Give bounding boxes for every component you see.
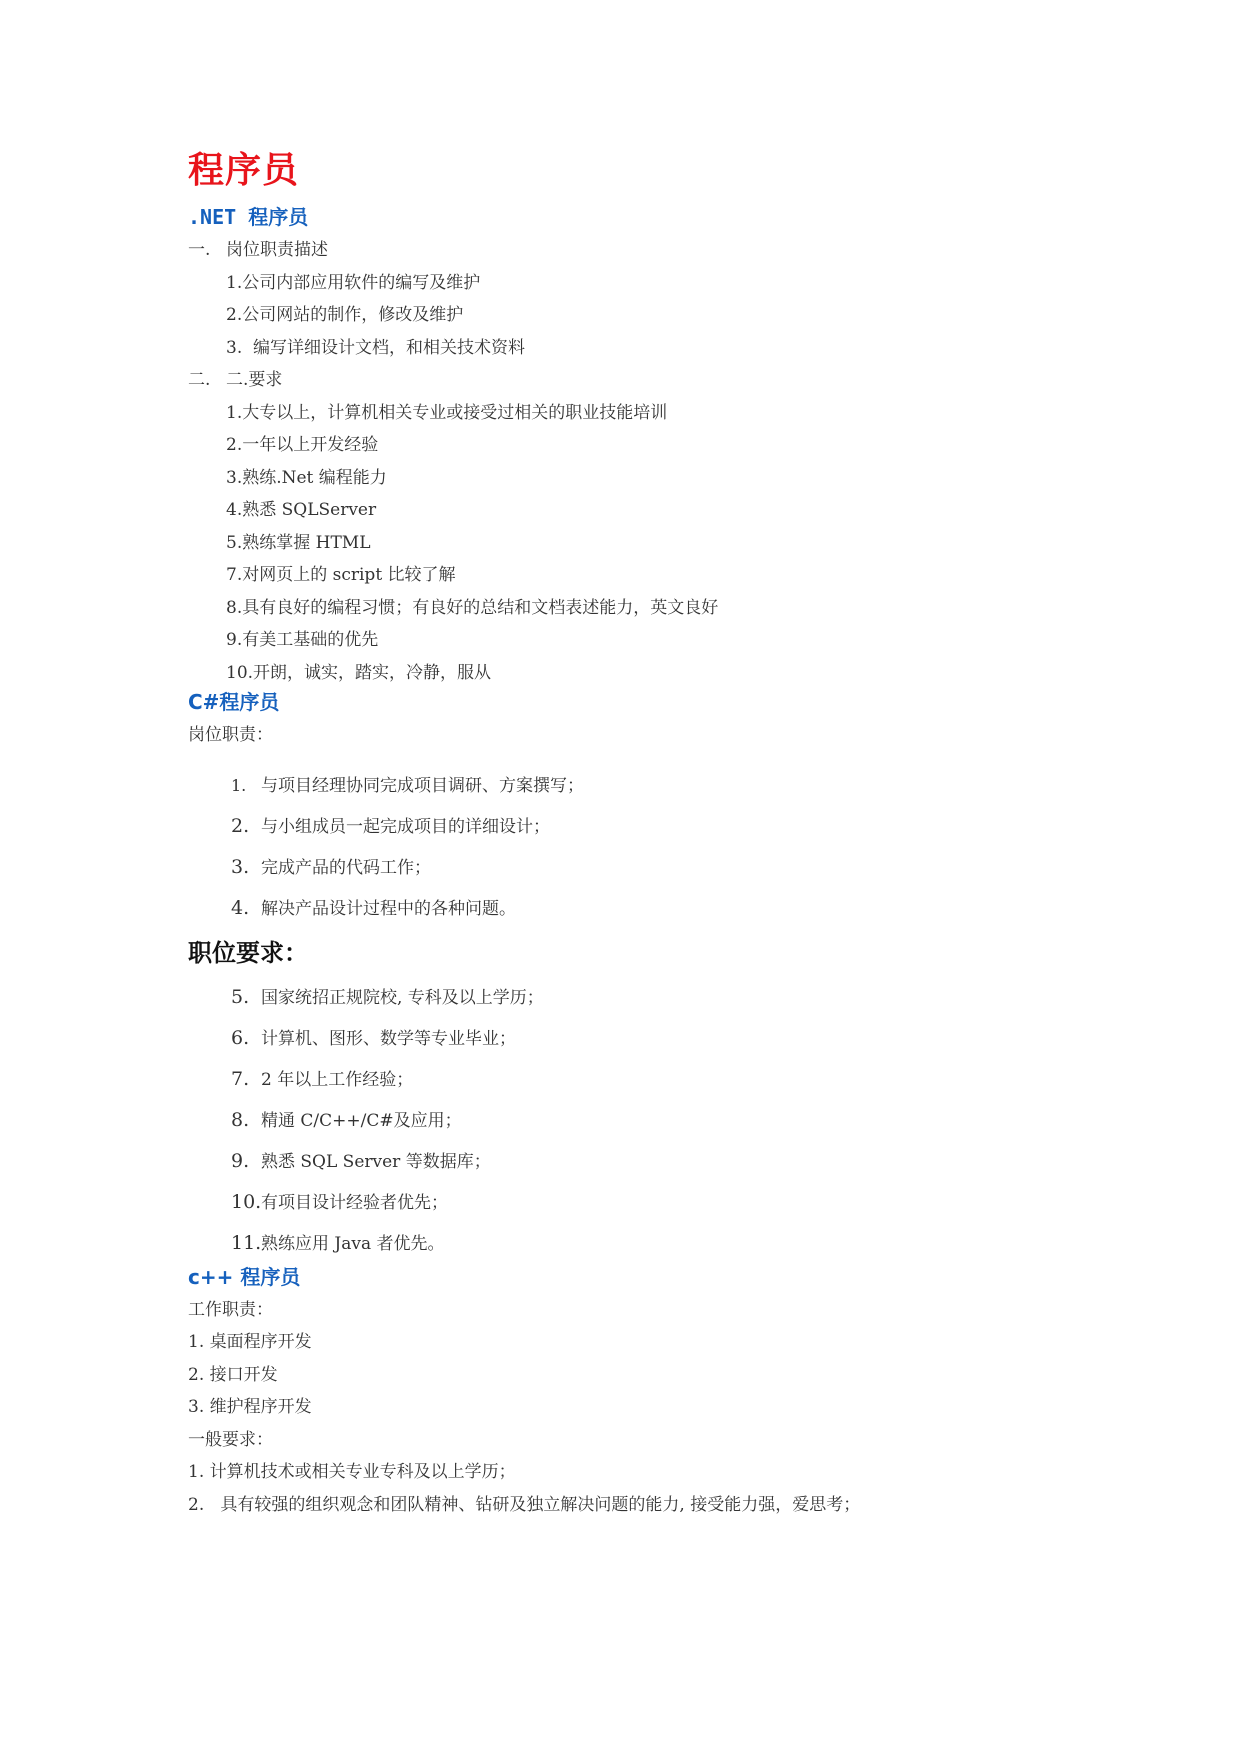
list-item: 8. 精通 C/C++/C#及应用； xyxy=(231,1108,462,1131)
net-section-1-label: 一. 岗位职责描述 xyxy=(188,234,1148,267)
csharp-duties-list xyxy=(188,766,1148,929)
list-item: 2. 具有较强的组织观念和团队精神、钻研及独立解决问题的能力, 接受能力强，爱思考； xyxy=(188,1494,861,1515)
list-item: 1.大专以上，计算机相关专业或接受过相关的职业技能培训 xyxy=(226,402,668,423)
csharp-requirements-heading: 职位要求： xyxy=(188,937,308,967)
list-item: 9.有美工基础的优先 xyxy=(226,630,379,650)
net-section-1-marker: 一. xyxy=(188,240,211,260)
list-item: 7.对网页上的 script 比较了解 xyxy=(226,565,456,585)
list-item: 3. 完成产品的代码工作； xyxy=(231,855,431,878)
net-section-2-label: 二. 二.要求 xyxy=(188,364,1148,397)
list-item: 5.熟练掌握 HTML xyxy=(226,532,371,553)
list-item: 2.公司网站的制作，修改及维护 xyxy=(226,305,464,325)
list-item: 1. 桌面程序开发 xyxy=(188,1332,312,1352)
list-item: 8.具有良好的编程习惯；有良好的总结和文档表述能力，英文良好 xyxy=(226,597,719,618)
page-title: 程序员 xyxy=(188,149,300,191)
list-item: 10.有项目设计经验者优先； xyxy=(231,1190,448,1213)
list-item: 2.一年以上开发经验 xyxy=(226,435,379,455)
csharp-requirements-list xyxy=(188,977,1148,1264)
list-item: 9. 熟悉 SQL Server 等数据库； xyxy=(231,1149,491,1172)
csharp-duties-label: 岗位职责： xyxy=(188,725,273,745)
list-item: 2. 接口开发 xyxy=(188,1364,278,1385)
csharp-heading: C#程序员 xyxy=(188,690,280,714)
list-item: 3.熟练.Net 编程能力 xyxy=(226,467,387,488)
list-item: 11.熟练应用 Java 者优先。 xyxy=(231,1231,445,1254)
list-item: 5. 国家统招正规院校, 专科及以上学历； xyxy=(231,985,544,1008)
list-item: 2. 与小组成员一起完成项目的详细设计； xyxy=(231,814,550,837)
list-item: 7. 2 年以上工作经验； xyxy=(231,1067,414,1090)
list-item: 4.熟悉 SQLServer xyxy=(226,500,377,520)
list-item: 3. 维护程序开发 xyxy=(188,1397,312,1417)
net-section-2-marker: 二. xyxy=(188,370,211,390)
cpp-duties-label: 工作职责： xyxy=(188,1299,273,1320)
list-item: 6. 计算机、图形、数学等专业毕业； xyxy=(231,1026,516,1049)
list-item: 10.开朗，诚实，踏实，冷静，服从 xyxy=(226,662,492,683)
list-item: 3. 编写详细设计文档，和相关技术资料 xyxy=(226,337,526,358)
cpp-heading: c++ 程序员 xyxy=(188,1264,301,1289)
cpp-requirements-label: 一般要求： xyxy=(188,1429,273,1450)
list-item: 4. 解决产品设计过程中的各种问题。 xyxy=(231,896,516,919)
list-item: 1.公司内部应用软件的编写及维护 xyxy=(226,272,481,293)
list-item: 1. 计算机技术或相关专业专科及以上学历； xyxy=(188,1462,516,1482)
document-page xyxy=(188,150,1148,1521)
list-item: 1. 与项目经理协同完成项目调研、方案撰写； xyxy=(231,775,584,796)
net-heading: .NET 程序员 xyxy=(188,205,309,229)
